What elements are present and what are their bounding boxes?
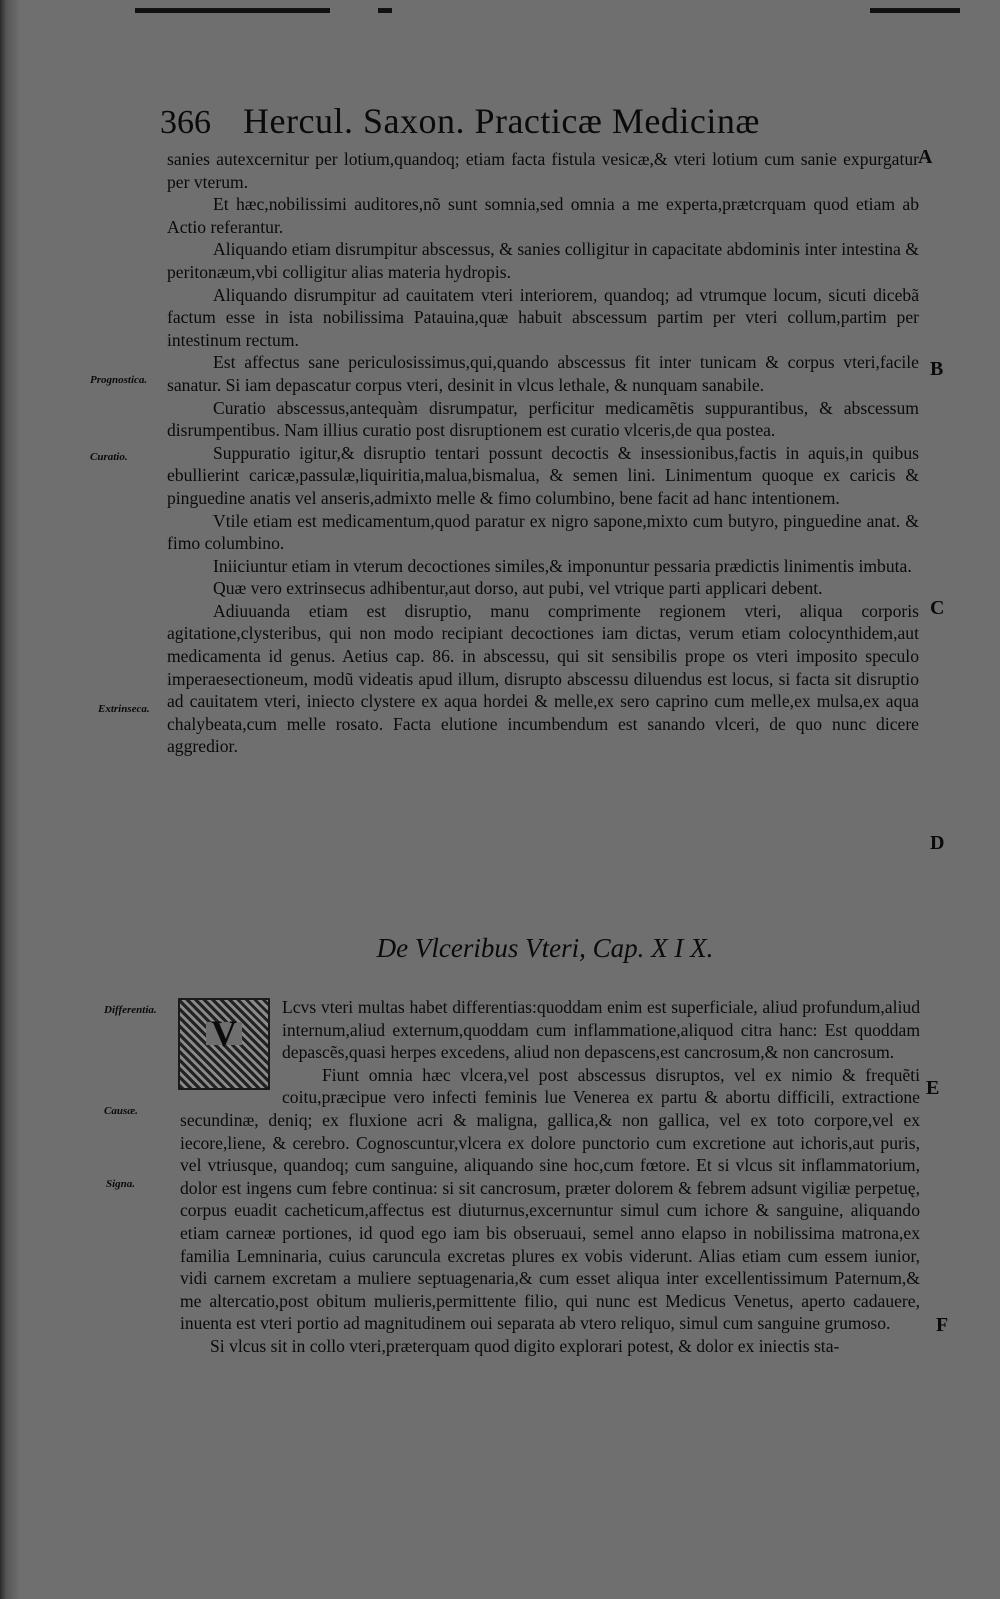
margin-letter-b: B: [930, 358, 944, 380]
paragraph: Vtile etiam est medicamentum,quod paratur ex nigro sapone,mixto cum butyro, pinguedine anat. & fimo columbino.: [167, 510, 919, 554]
margin-letter-c: C: [930, 597, 945, 619]
paragraph: Adiuuanda etiam est disruptio, manu comprimente regionem vteri, aliqua corporis agitatione,clysteribus, qui non modo recipiant decoctiones iam dictas, verum etiam colocynthidem,aut medicamenta id genus. Aetius cap. 86. in abscessu, qui sit sensibilis prope os vteri imposito speculo imperaesectioneum, modũ videatis apud illum, disrupto abscessu diluendus est locus, si facta sit disruptio ad cauitatem vteri, iniecto clystere ex aqua hordei & melle,ex sero caprino cum melle,ex mulsa,ex aqua chalybeata,cum melle rosato. Facta elutione incumbendum est sanando vlceri, de quo nunc dicere aggredior.: [167, 600, 919, 757]
paragraph: Si vlcus sit in collo vteri,præterquam quod digito explorari potest, & dolor ex iniectis sta-: [210, 1335, 840, 1356]
paragraph: sanies autexcernitur per lotium,quandoq; etiam facta fistula vesicæ,& vteri lotium cum sanie expurgatur per vterum.: [167, 149, 919, 192]
margin-letter-a: A: [918, 146, 933, 168]
paragraph: Quæ vero extrinsecus adhibentur,aut dorso, aut pubi, vel vtrique parti applicari debent.: [213, 578, 823, 599]
top-rule-mark: [378, 8, 392, 13]
side-note-differentia: Differentia.: [104, 1004, 157, 1016]
initial-letter: V: [206, 1022, 242, 1045]
paragraph: Est affectus sane periculosissimus,qui,quando abscessus fit inter tunicam & corpus vteri,facile sanatur. Si iam depascatur corpus vteri, desinit in vlcus lethale, & nunquam sanabile.: [167, 352, 919, 395]
side-note-causae: Causæ.: [104, 1105, 138, 1117]
paragraph: Aliquando disrumpitur ad cauitatem vteri interiorem, quandoq; ad vtrumque locum, sicuti dicebã factum esse in ista nobilissima Patauina,quæ habuit abscessum partim per vteri collum,partim per intestinum rectum.: [167, 284, 919, 350]
paragraph: Et hæc,nobilissimi auditores,nõ sunt somnia,sed omnia a me experta,prætcrquam quod etiam ab Actio referantur.: [167, 194, 919, 237]
paragraph: Iniiciuntur etiam in vterum decoctiones similes,& imponuntur pessaria prædictis linimentis imbuta.: [213, 555, 912, 576]
side-note-extrinseca: Extrinseca.: [98, 703, 150, 715]
paragraph: Curatio abscessus,antequàm disrumpatur, perficitur medicamẽtis suppurantibus, & abscessum disrumpentibus. Nam illius curatio post disruptionem est curatio vlceris,de qua postea.: [167, 397, 919, 441]
margin-letter-e: E: [926, 1077, 940, 1099]
page-number: 366: [160, 104, 211, 141]
paragraph: Lcvs vteri multas habet differentias:quoddam enim est superficiale, aliud profundum,aliud internum,aliud externum,quoddam cum inflammatione,aliquod citra hanc: Est quoddam depascẽs,quasi herpes excedens, aliud non depascens,est cancrosum,& non cancrosum.: [282, 997, 920, 1063]
paragraph: Aliquando etiam disrumpitur abscessus, & sanies colligitur in capacitate abdominis inter intestina & peritonæum,vbi colligitur alias materia hydropis.: [167, 239, 919, 282]
paragraph: Fiunt omnia hæc vlcera,vel post abscessus disruptos, vel ex nimio & frequẽti coitu,præcipue vero infecti feminis lue Venerea ex partu & abortu difficili, extractione secundinæ, deniq; ex fluxione acri & maligna, gallica,& non gallica, vel ex toto corpore,vel ex iecore,liene, & cerebro. Cognoscuntur,vlcera ex dolore punctorio cum excretione aut ichoris,aut puris, vel vtriusque, quandoq; cum sanguine, aliquando sine hoc,cum fœtore. Et si vlcus sit inflammatorium, dolor est ingens cum febre continua: si sit cancrosum, præter dolorem & febrem adsunt vigiliæ perpetuę, corpus euadit cacheticum,affectus est diuturnus,excernuntur simul cum ichore & sanguine, aliquando etiam carneæ portiones, id quod ego iam bis obseruaui, semel anno elapso in nobilissima matrona,ex familia Lemninaria, cuius caruncula excretas plures ex vobis viderunt. Alias etiam cum essem iunior, vidi carnem excretam a muliere septuagenaria,& cum esset aliqua inter excellentissimum Paternum,& me altercatio,post obitum mulieris,permittente filio, qui nunc est Medicus Venetus, aperto cadauere, inuenta est vteri portio ad magnitudinem oui separata ab vtero reliquo, simul cum sanguine grumoso.: [180, 1064, 920, 1334]
paragraph: Suppuratio igitur,& disruptio tentari possunt decoctis & insessionibus,factis in aquis,in quibus ebullierint caricæ,passulæ,liquiritia,malua,bismalua, & semen lini. Linimentum quoque ex caricis & pinguedine anatis vel anseris,admixto melle & fimo columbino, bene facit ad hanc intentionem.: [167, 442, 919, 508]
chapter-text: [180, 996, 920, 1358]
page-edge-shadow: [0, 0, 20, 1599]
ornamental-initial: [178, 998, 270, 1090]
main-text: [167, 148, 919, 758]
top-rule: [135, 8, 330, 13]
top-rule-right: [870, 8, 960, 13]
running-title: Hercul. Saxon. Practicæ Medicinæ: [243, 101, 760, 141]
chapter-title: De Vlceribus Vteri, Cap. X I X.: [376, 933, 714, 963]
side-note-curatio: Curatio.: [90, 451, 128, 463]
side-note-signa: Signa.: [106, 1178, 136, 1190]
margin-letter-d: D: [930, 832, 945, 854]
margin-letter-f: F: [936, 1314, 949, 1336]
page-header: [160, 100, 760, 142]
side-note-prognostica: Prognostica.: [90, 374, 148, 386]
